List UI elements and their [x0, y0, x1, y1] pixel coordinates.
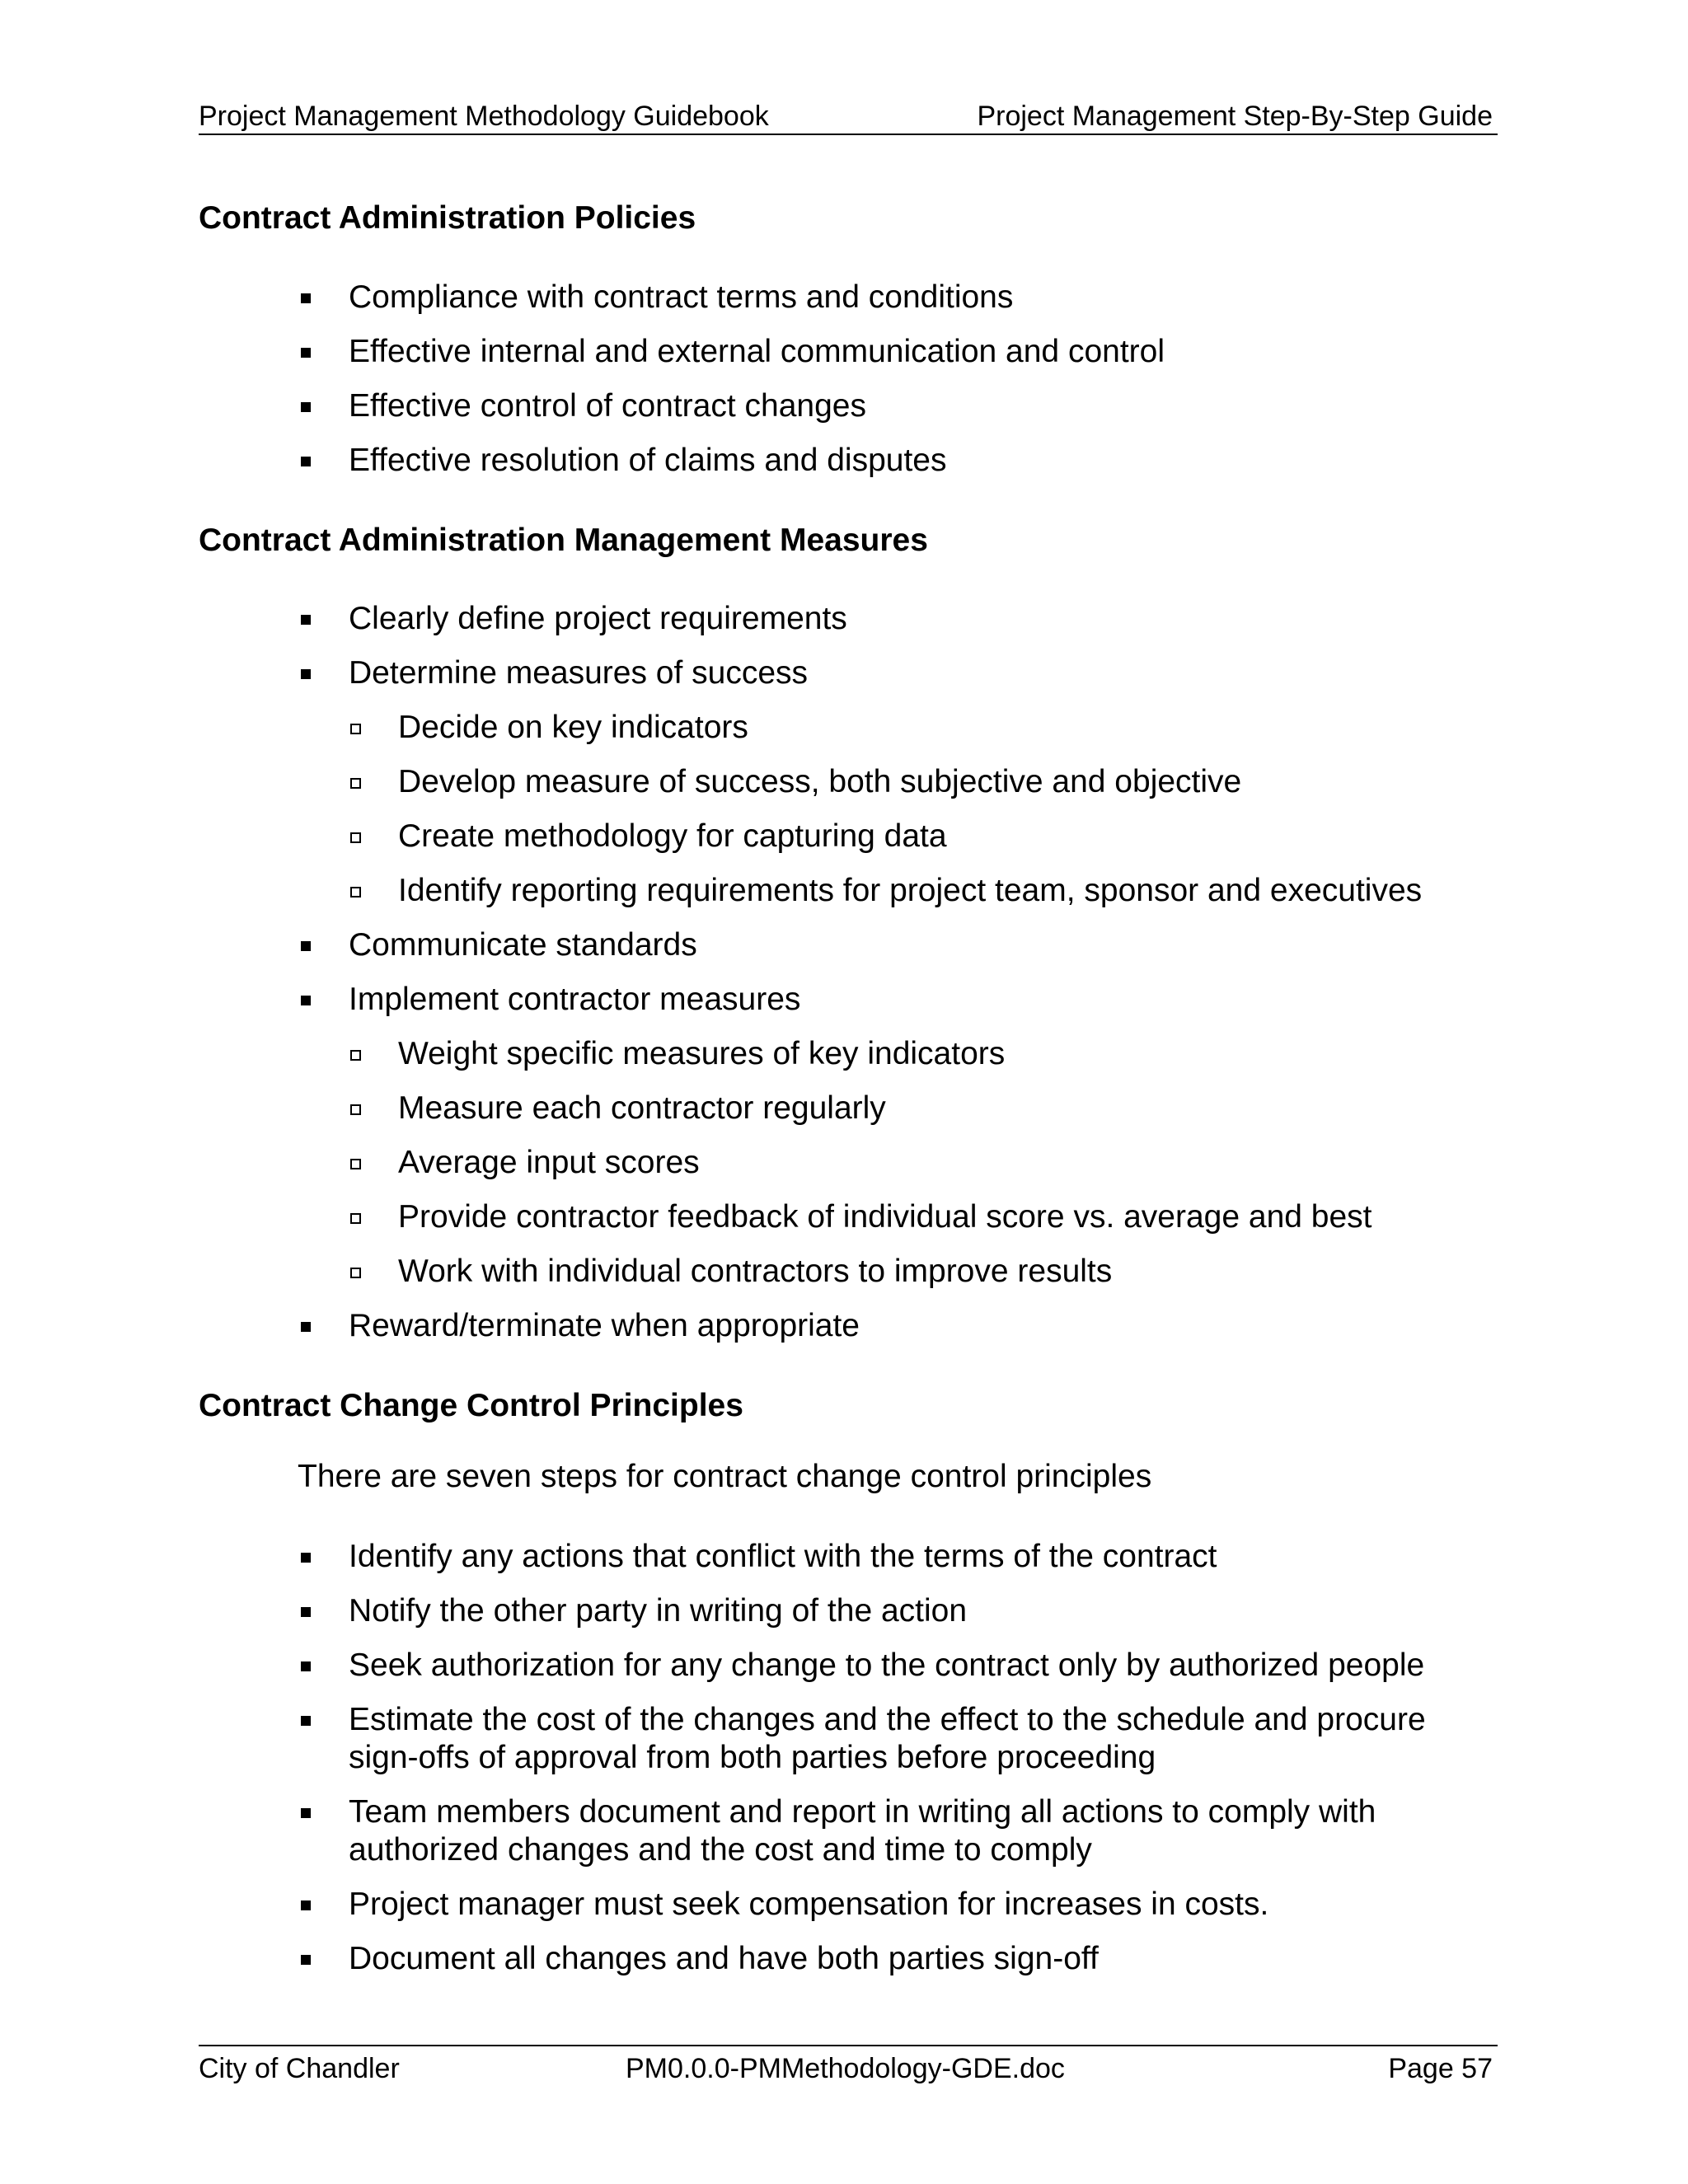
page-header [199, 97, 1498, 135]
section-heading-change-control: Contract Change Control Principles [199, 1388, 743, 1423]
document-page: Project Management Methodology Guidebook Project Management Step-By-Step Guide Contract Administration Policies Compliance with contract terms and conditions Effective internal and external communication and control Effective control of contract changes Effective resolution of claims and disputes Contract Administration Management Measures Clearly define project requirements Determine measures of success Decide on key indicators Develop measure of success, both subjective and objective Create methodology for capturing data Identify reporting requirements for project team, sponsor and executives Communicate standards Implement contractor measures Weight specific measures of key indicators Measure each contractor regularly Average input scores Provide contractor feedback of individual score vs. average and best Work with individual contractors to improve results Reward/terminate when appropriate Contract Change Control Principles There are seven steps for contract change control principles Identify any actions that conflict with the terms of the contract Notify the other party in writing of the action Seek authorization for any change to the contract only by authorized people Estimate the cost of the changes and the effect to the schedule and procure sign-offs of approval from both parties before proceeding Team members document and report in writing all actions to comply with authorized changes and the cost and time to comply Project manager must seek compensation for increases in costs. Document all changes and have both parties sign-off City of Chandler PM0.0.0-PMMethodology-GDE.doc Page 57 [0, 0, 1688, 2184]
square-bullet-icon [301, 1955, 311, 1965]
hollow-square-bullet-icon [350, 1213, 361, 1224]
square-bullet-icon [301, 1716, 311, 1726]
square-bullet-icon [301, 293, 311, 303]
hollow-square-bullet-icon [350, 887, 361, 898]
hollow-square-bullet-icon [350, 1268, 361, 1278]
square-bullet-icon [301, 1808, 311, 1818]
footer-filename: PM0.0.0-PMMethodology-GDE.doc [626, 2053, 1065, 2084]
square-bullet-icon [301, 1900, 311, 1910]
square-bullet-icon [301, 996, 311, 1005]
hollow-square-bullet-icon [350, 1159, 361, 1169]
square-bullet-icon [301, 615, 311, 625]
footer-page-number: Page 57 [1388, 2053, 1493, 2084]
square-bullet-icon [301, 457, 311, 466]
page-footer [199, 2045, 1498, 2088]
header-right-title: Project Management Step-By-Step Guide [977, 101, 1493, 132]
square-bullet-icon [301, 402, 311, 412]
section-intro-paragraph: There are seven steps for contract change control principles [298, 1459, 1152, 1494]
footer-organization: City of Chandler [199, 2053, 400, 2084]
section-heading-measures: Contract Administration Management Measures [199, 523, 928, 558]
square-bullet-icon [301, 669, 311, 679]
square-bullet-icon [301, 941, 311, 951]
square-bullet-icon [301, 348, 311, 358]
hollow-square-bullet-icon [350, 832, 361, 843]
square-bullet-icon [301, 1661, 311, 1671]
square-bullet-icon [301, 1322, 311, 1332]
square-bullet-icon [301, 1553, 311, 1563]
hollow-square-bullet-icon [350, 778, 361, 789]
square-bullet-icon [301, 1607, 311, 1617]
hollow-square-bullet-icon [350, 724, 361, 734]
hollow-square-bullet-icon [350, 1104, 361, 1115]
hollow-square-bullet-icon [350, 1050, 361, 1061]
section-heading-policies: Contract Administration Policies [199, 200, 696, 236]
header-left-title: Project Management Methodology Guidebook [199, 101, 769, 132]
